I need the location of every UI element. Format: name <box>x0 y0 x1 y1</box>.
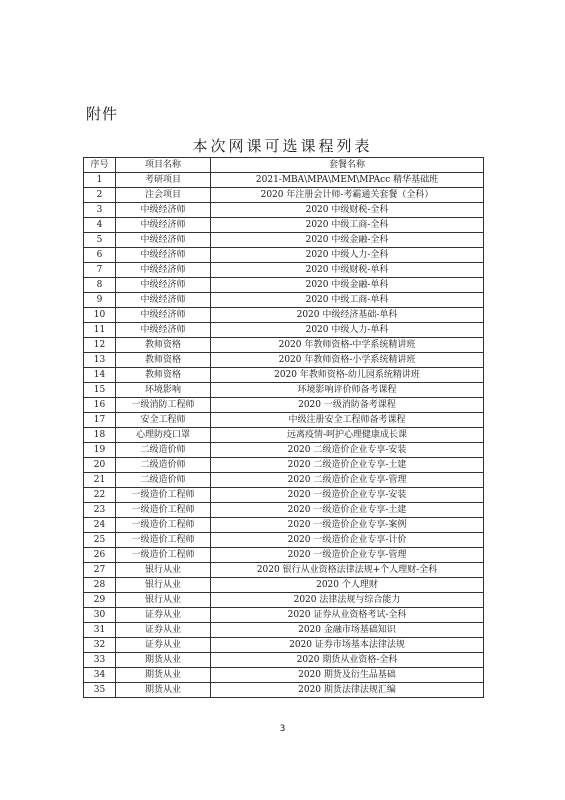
cell-project-name: 中级经济师 <box>116 218 211 233</box>
cell-serial-number: 35 <box>84 683 116 698</box>
cell-package-name: 2020 中级财税-全科 <box>211 203 484 218</box>
cell-project-name: 注会项目 <box>116 188 211 203</box>
cell-package-name: 2020 年教师资格-中学系统精讲班 <box>211 338 484 353</box>
cell-project-name: 一级造价工程师 <box>116 488 211 503</box>
table-row <box>84 353 484 368</box>
cell-package-name: 2020 期货从业资格-全科 <box>211 653 484 668</box>
cell-package-name: 2021-MBA\MPA\MEM\MPAcc 精华基础班 <box>211 173 484 188</box>
cell-serial-number: 22 <box>84 488 116 503</box>
cell-serial-number: 30 <box>84 608 116 623</box>
cell-project-name: 二级造价师 <box>116 458 211 473</box>
cell-serial-number: 20 <box>84 458 116 473</box>
page-number: 3 <box>279 724 286 734</box>
cell-project-name: 证券从业 <box>116 638 211 653</box>
table-row <box>84 623 484 638</box>
cell-project-name: 一级造价工程师 <box>116 548 211 563</box>
cell-project-name: 银行从业 <box>116 563 211 578</box>
cell-serial-number: 13 <box>84 353 116 368</box>
attachment-label: 附件 <box>86 105 119 123</box>
cell-package-name: 2020 期货及衍生品基础 <box>211 668 484 683</box>
table-row <box>84 653 484 668</box>
table-row <box>84 683 484 698</box>
cell-project-name: 一级造价工程师 <box>116 533 211 548</box>
cell-serial-number: 17 <box>84 413 116 428</box>
cell-serial-number: 4 <box>84 218 116 233</box>
cell-project-name: 安全工程师 <box>116 413 211 428</box>
cell-package-name: 2020 中级经济基础-单科 <box>211 308 484 323</box>
cell-package-name: 2020 年教师资格-小学系统精讲班 <box>211 353 484 368</box>
cell-project-name: 期货从业 <box>116 683 211 698</box>
table-row <box>84 503 484 518</box>
cell-package-name: 2020 中级人力-全科 <box>211 248 484 263</box>
cell-package-name: 2020 法律法规与综合能力 <box>211 593 484 608</box>
cell-package-name: 2020 证券从业资格考试-全科 <box>211 608 484 623</box>
cell-serial-number: 16 <box>84 398 116 413</box>
cell-project-name: 证券从业 <box>116 608 211 623</box>
cell-package-name: 环境影响评价师备考课程 <box>211 383 484 398</box>
cell-project-name: 二级造价师 <box>116 473 211 488</box>
cell-serial-number: 24 <box>84 518 116 533</box>
cell-project-name: 二级造价师 <box>116 443 211 458</box>
cell-project-name: 一级消防工程师 <box>116 398 211 413</box>
cell-package-name: 2020 年教师资格-幼儿园系统精讲班 <box>211 368 484 383</box>
cell-serial-number: 19 <box>84 443 116 458</box>
cell-serial-number: 2 <box>84 188 116 203</box>
table-row <box>84 548 484 563</box>
cell-project-name: 教师资格 <box>116 353 211 368</box>
cell-serial-number: 15 <box>84 383 116 398</box>
cell-project-name: 环境影响 <box>116 383 211 398</box>
cell-package-name: 2020 中级财税-单科 <box>211 263 484 278</box>
cell-serial-number: 26 <box>84 548 116 563</box>
cell-serial-number: 12 <box>84 338 116 353</box>
table-row <box>84 458 484 473</box>
table-row <box>84 293 484 308</box>
cell-package-name: 2020 中级金融-全科 <box>211 233 484 248</box>
cell-package-name: 2020 年注册会计师-考霸通关套餐（全科） <box>211 188 484 203</box>
cell-serial-number: 1 <box>84 173 116 188</box>
table-row <box>84 488 484 503</box>
cell-project-name: 中级经济师 <box>116 203 211 218</box>
table-row <box>84 638 484 653</box>
cell-serial-number: 18 <box>84 428 116 443</box>
table-row <box>84 173 484 188</box>
cell-project-name: 证券从业 <box>116 623 211 638</box>
table-row <box>84 413 484 428</box>
table-row <box>84 383 484 398</box>
cell-package-name: 2020 一级消防备考课程 <box>211 398 484 413</box>
cell-project-name: 中级经济师 <box>116 308 211 323</box>
table-row <box>84 668 484 683</box>
table-row <box>84 188 484 203</box>
cell-project-name: 银行从业 <box>116 578 211 593</box>
cell-serial-number: 29 <box>84 593 116 608</box>
cell-project-name: 中级经济师 <box>116 278 211 293</box>
document-title: 本次网课可选课程列表 <box>192 137 373 155</box>
cell-project-name: 中级经济师 <box>116 323 211 338</box>
cell-serial-number: 5 <box>84 233 116 248</box>
cell-project-name: 中级经济师 <box>116 233 211 248</box>
table-row <box>84 323 484 338</box>
cell-project-name: 中级经济师 <box>116 263 211 278</box>
cell-project-name: 中级经济师 <box>116 248 211 263</box>
cell-package-name: 2020 二级造价企业专享-安装 <box>211 443 484 458</box>
cell-project-name: 中级经济师 <box>116 293 211 308</box>
cell-serial-number: 8 <box>84 278 116 293</box>
table-row <box>84 308 484 323</box>
cell-serial-number: 14 <box>84 368 116 383</box>
table-row <box>84 263 484 278</box>
cell-project-name: 银行从业 <box>116 593 211 608</box>
cell-serial-number: 10 <box>84 308 116 323</box>
table-row <box>84 563 484 578</box>
cell-package-name: 2020 一级造价企业专享-计价 <box>211 533 484 548</box>
cell-project-name: 考研项目 <box>116 173 211 188</box>
cell-project-name: 期货从业 <box>116 668 211 683</box>
cell-project-name: 教师资格 <box>116 338 211 353</box>
cell-package-name: 2020 一级造价企业专享-土建 <box>211 503 484 518</box>
cell-serial-number: 25 <box>84 533 116 548</box>
table-header-row <box>84 158 484 173</box>
cell-serial-number: 34 <box>84 668 116 683</box>
table-row <box>84 473 484 488</box>
table-row <box>84 338 484 353</box>
table-row <box>84 608 484 623</box>
cell-serial-number: 28 <box>84 578 116 593</box>
table-row <box>84 218 484 233</box>
cell-serial-number: 32 <box>84 638 116 653</box>
cell-package-name: 2020 一级造价企业专享-案例 <box>211 518 484 533</box>
cell-serial-number: 21 <box>84 473 116 488</box>
cell-package-name: 2020 中级工商-单科 <box>211 293 484 308</box>
cell-package-name: 2020 金融市场基础知识 <box>211 623 484 638</box>
table-row <box>84 578 484 593</box>
cell-serial-number: 33 <box>84 653 116 668</box>
cell-package-name: 2020 一级造价企业专享-管理 <box>211 548 484 563</box>
table-row <box>84 428 484 443</box>
cell-package-name: 2020 中级金融-单科 <box>211 278 484 293</box>
cell-project-name: 心理防疫口罩 <box>116 428 211 443</box>
cell-serial-number: 27 <box>84 563 116 578</box>
cell-serial-number: 9 <box>84 293 116 308</box>
table-row <box>84 518 484 533</box>
cell-project-name: 一级造价工程师 <box>116 503 211 518</box>
table-row <box>84 443 484 458</box>
table-row <box>84 533 484 548</box>
cell-package-name: 2020 期货法律法规汇编 <box>211 683 484 698</box>
cell-package-name: 2020 银行从业资格法律法规+个人理财-全科 <box>211 563 484 578</box>
header-package-name: 套餐名称 <box>211 158 484 173</box>
cell-package-name: 2020 证券市场基本法律法规 <box>211 638 484 653</box>
cell-serial-number: 31 <box>84 623 116 638</box>
cell-package-name: 2020 一级造价企业专享-安装 <box>211 488 484 503</box>
cell-project-name: 期货从业 <box>116 653 211 668</box>
cell-package-name: 2020 个人理财 <box>211 578 484 593</box>
table-row <box>84 248 484 263</box>
cell-project-name: 教师资格 <box>116 368 211 383</box>
header-project-name: 项目名称 <box>116 158 211 173</box>
cell-package-name: 2020 二级造价企业专享-管理 <box>211 473 484 488</box>
cell-package-name: 2020 中级工商-全科 <box>211 218 484 233</box>
cell-package-name: 2020 二级造价企业专享-土建 <box>211 458 484 473</box>
table-row <box>84 398 484 413</box>
table-row <box>84 368 484 383</box>
cell-package-name: 2020 中级人力-单科 <box>211 323 484 338</box>
table-row <box>84 203 484 218</box>
cell-serial-number: 6 <box>84 248 116 263</box>
header-serial-number: 序号 <box>84 158 116 173</box>
cell-project-name: 一级造价工程师 <box>116 518 211 533</box>
cell-serial-number: 23 <box>84 503 116 518</box>
cell-serial-number: 7 <box>84 263 116 278</box>
table-body <box>84 173 484 698</box>
cell-package-name: 远离疫情-呵护心理健康成长课 <box>211 428 484 443</box>
table-row <box>84 593 484 608</box>
table-row <box>84 278 484 293</box>
cell-serial-number: 11 <box>84 323 116 338</box>
cell-package-name: 中级注册安全工程师备考课程 <box>211 413 484 428</box>
course-table <box>83 157 484 698</box>
cell-serial-number: 3 <box>84 203 116 218</box>
table-row <box>84 233 484 248</box>
